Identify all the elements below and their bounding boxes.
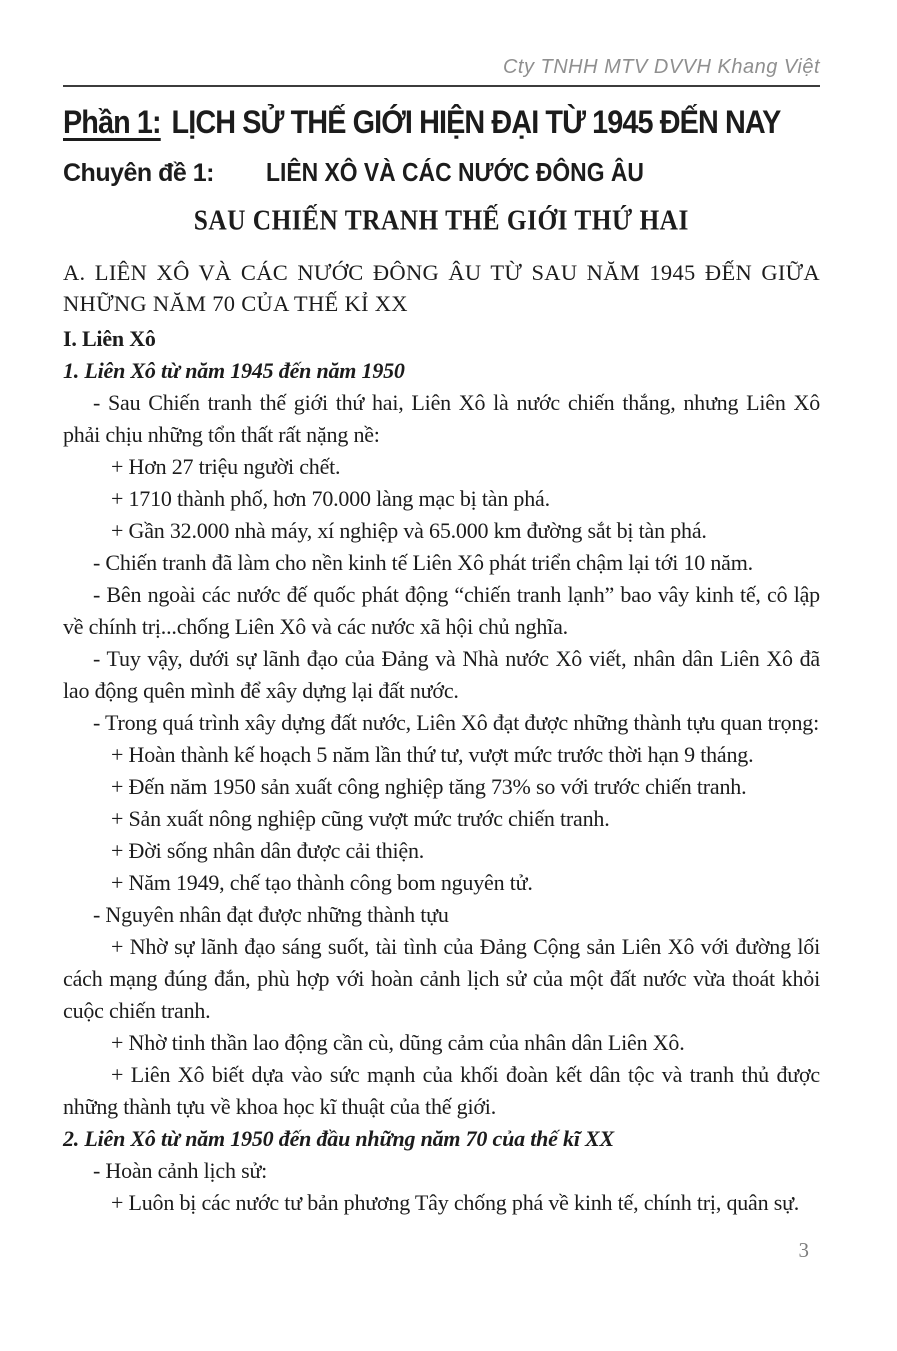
paragraph-plus: + Liên Xô biết dựa vào sức mạnh của khối đoàn kết dân tộc và tranh thủ được những thành tựu về khoa học kĩ thuật của thế giới. (63, 1062, 820, 1119)
paragraph-plus: + Nhờ tinh thần lao động cần cù, dũng cảm của nhân dân Liên Xô. (111, 1030, 685, 1055)
page-header (63, 54, 820, 82)
topic-heading (63, 153, 820, 192)
paragraph-plus: + 1710 thành phố, hơn 70.000 làng mạc bị tàn phá. (111, 486, 550, 511)
page-number: 3 (798, 1238, 809, 1262)
paragraph-dash: - Bên ngoài các nước đế quốc phát động “chiến tranh lạnh” bao vây kinh tế, cô lập về chính trị...chống Liên Xô và các nước xã hội chủ nghĩa. (63, 582, 820, 639)
paragraph-dash: - Chiến tranh đã làm cho nền kinh tế Liên Xô phát triển chậm lại tới 10 năm. (93, 550, 753, 575)
paragraph-h-num: 1. Liên Xô từ năm 1945 đến năm 1950 (63, 358, 405, 383)
part-heading (63, 100, 781, 144)
paragraph-plus: + Hoàn thành kế hoạch 5 năm lần thứ tư, vượt mức trước thời hạn 9 tháng. (111, 742, 754, 767)
paragraph-dash: - Nguyên nhân đạt được những thành tựu (93, 902, 449, 927)
paragraph-plus: + Gần 32.000 nhà máy, xí nghiệp và 65.000 km đường sắt bị tàn phá. (111, 518, 707, 543)
section-a-heading: A. LIÊN XÔ VÀ CÁC NƯỚC ĐÔNG ÂU TỪ SAU NĂM 1945 ĐẾN GIỮA NHỮNG NĂM 70 CỦA THẾ KỈ XX (63, 260, 820, 316)
paragraph-dash: - Sau Chiến tranh thế giới thứ hai, Liên Xô là nước chiến thắng, nhưng Liên Xô phải chịu những tổn thất rất nặng nề: (63, 390, 820, 447)
paragraph-dash: - Hoàn cảnh lịch sử: (93, 1158, 268, 1183)
paragraph-plus: + Hơn 27 triệu người chết. (111, 454, 341, 479)
paragraph-dash: - Tuy vậy, dưới sự lãnh đạo của Đảng và Nhà nước Xô viết, nhân dân Liên Xô đã lao động quên mình để xây dựng lại đất nước. (63, 646, 820, 703)
part-title-text: LỊCH SỬ THẾ GIỚI HIỆN ĐẠI TỪ 1945 ĐẾN NAY (171, 104, 781, 140)
topic-label: Chuyên đề 1: (63, 159, 214, 187)
paragraph-plus: + Năm 1949, chế tạo thành công bom nguyên tử. (111, 870, 533, 895)
paragraph-h-roman: I. Liên Xô (63, 326, 156, 351)
topic-subtitle (63, 201, 820, 244)
paragraph-plus: + Nhờ sự lãnh đạo sáng suốt, tài tình của Đảng Cộng sản Liên Xô với đường lối cách mạng đúng đắn, phù hợp với hoàn cảnh lịch sử của một đất nước vừa thoát khỏi cuộc chiến tranh. (63, 934, 820, 1023)
topic-title-line1: LIÊN XÔ VÀ CÁC NƯỚC ĐÔNG ÂU (265, 157, 644, 187)
document-body (63, 323, 820, 1219)
topic-title-line2: SAU CHIẾN TRANH THẾ GIỚI THỨ HAI (193, 204, 690, 236)
paragraph-plus: + Luôn bị các nước tư bản phương Tây chống phá về kinh tế, chính trị, quân sự. (111, 1190, 800, 1215)
paragraph-plus: + Đến năm 1950 sản xuất công nghiệp tăng 73% so với trước chiến tranh. (111, 774, 747, 799)
header-divider (63, 85, 820, 87)
part-label: Phần 1: (63, 104, 161, 140)
paragraph-dash: - Trong quá trình xây dựng đất nước, Liên Xô đạt được những thành tựu quan trọng: (93, 710, 819, 735)
paragraph-h-num: 2. Liên Xô từ năm 1950 đến đầu những năm 70 của thế kĩ XX (63, 1126, 615, 1151)
paragraph-plus: + Đời sống nhân dân được cải thiện. (111, 838, 425, 863)
paragraph-plus: + Sản xuất nông nghiệp cũng vượt mức trước chiến tranh. (111, 806, 610, 831)
company-name: Cty TNHH MTV DVVH Khang Việt (502, 56, 820, 78)
